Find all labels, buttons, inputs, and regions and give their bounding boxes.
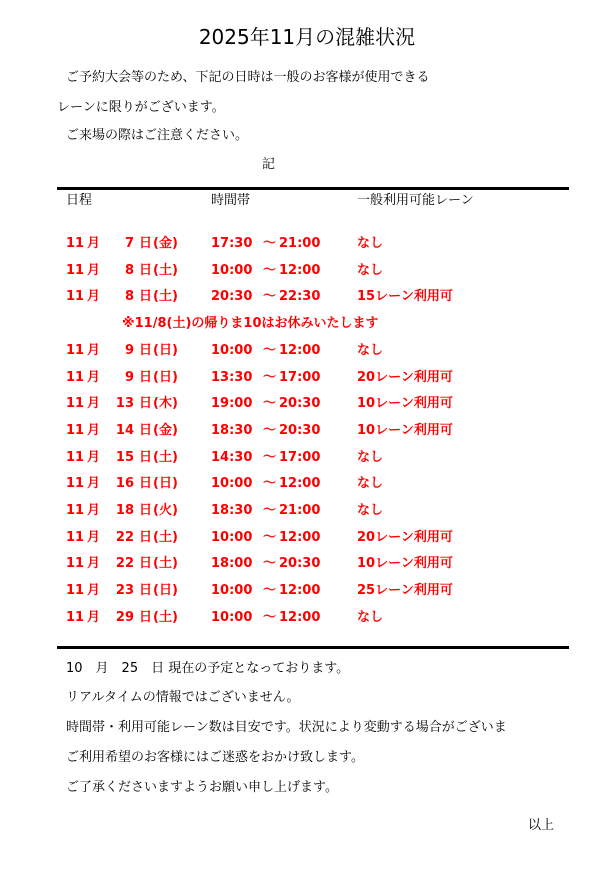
table-row [0, 608, 614, 628]
table-row [0, 261, 614, 281]
cell-weekday: (金) [153, 236, 178, 251]
cell-start: 10:00 [211, 530, 253, 545]
cell-weekday: (土) [153, 263, 178, 278]
cell-weekday: (土) [153, 289, 178, 304]
cell-day-unit: 日 [139, 530, 153, 545]
cell-lanes: なし [357, 450, 384, 465]
table-note [0, 314, 614, 334]
intro-line-2: レーンに限りがございます。 [57, 100, 225, 115]
cell-end: 12:00 [279, 476, 321, 491]
cell-month: 11 [66, 370, 85, 385]
table-row [0, 421, 614, 441]
cell-lanes: なし [357, 236, 384, 251]
cell-sep: ～ [263, 503, 277, 518]
cell-day: 22 [115, 556, 134, 571]
cell-start: 17:30 [211, 236, 253, 251]
cell-sep: ～ [263, 423, 277, 438]
cell-sep: ～ [263, 263, 277, 278]
cell-month-unit: 月 [87, 423, 101, 438]
cell-month: 11 [66, 503, 85, 518]
cell-day: 7 [124, 236, 134, 251]
header-lanes: 一般利用可能レーン [357, 193, 474, 208]
cell-day-unit: 日 [139, 503, 153, 518]
cell-end: 20:30 [279, 396, 321, 411]
cell-weekday: (土) [153, 556, 178, 571]
cell-day: 22 [115, 530, 134, 545]
cell-month-unit: 月 [87, 476, 101, 491]
cell-day: 13 [115, 396, 134, 411]
cell-month: 11 [66, 289, 85, 304]
cell-month: 11 [66, 236, 85, 251]
cell-lanes: 20レーン利用可 [357, 530, 453, 545]
cell-weekday: (日) [153, 583, 178, 598]
table-row [0, 368, 614, 388]
cell-sep: ～ [263, 556, 277, 571]
cell-weekday: (土) [153, 610, 178, 625]
cell-month-unit: 月 [87, 263, 101, 278]
table-row [0, 581, 614, 601]
cell-lanes: なし [357, 503, 384, 518]
cell-weekday: (土) [153, 450, 178, 465]
cell-weekday: (日) [153, 476, 178, 491]
cell-sep: ～ [263, 530, 277, 545]
cell-end: 12:00 [279, 343, 321, 358]
cell-start: 13:30 [211, 370, 253, 385]
cell-weekday: (火) [153, 503, 178, 518]
page-title: 2025年11月の混雑状況 [198, 25, 416, 49]
cell-month-unit: 月 [87, 503, 101, 518]
cell-end: 12:00 [279, 583, 321, 598]
intro-line-1: ご予約大会等のため、下記の日時は一般のお客様が使用できる [66, 70, 430, 85]
cell-day: 29 [115, 610, 134, 625]
cell-start: 18:30 [211, 423, 253, 438]
cell-lanes: 20レーン利用可 [357, 370, 453, 385]
footer-line-5: ご了承くださいますようお願い申し上げます。 [66, 780, 338, 795]
cell-day: 8 [124, 263, 134, 278]
cell-month-unit: 月 [87, 343, 101, 358]
cell-month-unit: 月 [87, 236, 101, 251]
cell-month: 11 [66, 423, 85, 438]
cell-day: 23 [115, 583, 134, 598]
cell-sep: ～ [263, 236, 277, 251]
cell-sep: ～ [263, 610, 277, 625]
cell-month-unit: 月 [87, 610, 101, 625]
cell-day-unit: 日 [139, 289, 153, 304]
cell-end: 12:00 [279, 263, 321, 278]
cell-start: 19:00 [211, 396, 253, 411]
cell-day: 15 [115, 450, 134, 465]
footer-line-3: 時間帯・利用可能レーン数は目安です。状況により変動する場合がございま [66, 720, 507, 735]
cell-day: 16 [115, 476, 134, 491]
cell-lanes: 15レーン利用可 [357, 289, 453, 304]
cell-month: 11 [66, 343, 85, 358]
table-row [0, 287, 614, 307]
table-row [0, 474, 614, 494]
cell-day-unit: 日 [139, 476, 153, 491]
cell-start: 18:00 [211, 556, 253, 571]
cell-month-unit: 月 [87, 556, 101, 571]
cell-day-unit: 日 [139, 396, 153, 411]
table-row [0, 341, 614, 361]
ki-label: 記 [262, 157, 276, 172]
cell-start: 10:00 [211, 263, 253, 278]
cell-day: 9 [124, 343, 134, 358]
cell-sep: ～ [263, 343, 277, 358]
table-row [0, 501, 614, 521]
cell-day-unit: 日 [139, 450, 153, 465]
cell-day-unit: 日 [139, 556, 153, 571]
cell-end: 17:00 [279, 370, 321, 385]
cell-end: 17:00 [279, 450, 321, 465]
cell-day-unit: 日 [139, 423, 153, 438]
cell-day-unit: 日 [139, 263, 153, 278]
table-row [0, 394, 614, 414]
cell-weekday: (金) [153, 423, 178, 438]
cell-start: 20:30 [211, 289, 253, 304]
cell-start: 10:00 [211, 583, 253, 598]
footer-line-4: ご利用希望のお客様にはご迷惑をおかけ致します。 [66, 750, 364, 765]
cell-weekday: (日) [153, 370, 178, 385]
cell-lanes: なし [357, 263, 384, 278]
cell-end: 12:00 [279, 530, 321, 545]
cell-start: 10:00 [211, 610, 253, 625]
cell-lanes: 10レーン利用可 [357, 396, 453, 411]
cell-month: 11 [66, 263, 85, 278]
cell-month-unit: 月 [87, 289, 101, 304]
cell-end: 12:00 [279, 610, 321, 625]
cell-sep: ～ [263, 370, 277, 385]
closing-text: 以上 [528, 818, 555, 833]
cell-start: 14:30 [211, 450, 253, 465]
note-text: ※11/8(土)の帰りま10はお休みいたします [122, 316, 379, 331]
cell-day: 14 [115, 423, 134, 438]
cell-lanes: 10レーン利用可 [357, 423, 453, 438]
cell-end: 20:30 [279, 423, 321, 438]
header-time: 時間帯 [211, 193, 251, 208]
table-bottom-rule [57, 646, 569, 649]
cell-weekday: (木) [153, 396, 178, 411]
cell-month: 11 [66, 450, 85, 465]
cell-month-unit: 月 [87, 583, 101, 598]
cell-day-unit: 日 [139, 610, 153, 625]
cell-day: 9 [124, 370, 134, 385]
cell-end: 21:00 [279, 236, 321, 251]
cell-month: 11 [66, 583, 85, 598]
cell-day-unit: 日 [139, 370, 153, 385]
footer-line-2: リアルタイムの情報ではございません。 [66, 690, 300, 705]
cell-sep: ～ [263, 583, 277, 598]
cell-start: 10:00 [211, 476, 253, 491]
cell-month: 11 [66, 610, 85, 625]
cell-month-unit: 月 [87, 450, 101, 465]
cell-sep: ～ [263, 396, 277, 411]
cell-month-unit: 月 [87, 370, 101, 385]
table-row [0, 528, 614, 548]
table-row [0, 234, 614, 254]
cell-start: 18:30 [211, 503, 253, 518]
cell-start: 10:00 [211, 343, 253, 358]
cell-month: 11 [66, 530, 85, 545]
footer-line-1: 10 月 25 日 現在の予定となっております。 [66, 661, 350, 676]
table-row [0, 448, 614, 468]
cell-sep: ～ [263, 476, 277, 491]
intro-line-3: ご来場の際はご注意ください。 [66, 128, 249, 143]
cell-month-unit: 月 [87, 530, 101, 545]
header-date: 日程 [66, 193, 93, 208]
cell-day: 8 [124, 289, 134, 304]
cell-lanes: なし [357, 476, 384, 491]
cell-lanes: なし [357, 610, 384, 625]
table-top-rule [57, 187, 569, 190]
cell-weekday: (日) [153, 343, 178, 358]
cell-lanes: 25レーン利用可 [357, 583, 453, 598]
cell-lanes: 10レーン利用可 [357, 556, 453, 571]
cell-day-unit: 日 [139, 236, 153, 251]
cell-day: 18 [115, 503, 134, 518]
table-row [0, 554, 614, 574]
cell-sep: ～ [263, 289, 277, 304]
cell-month-unit: 月 [87, 396, 101, 411]
cell-day-unit: 日 [139, 583, 153, 598]
cell-month: 11 [66, 396, 85, 411]
cell-end: 22:30 [279, 289, 321, 304]
cell-month: 11 [66, 556, 85, 571]
cell-sep: ～ [263, 450, 277, 465]
cell-end: 21:00 [279, 503, 321, 518]
cell-day-unit: 日 [139, 343, 153, 358]
cell-lanes: なし [357, 343, 384, 358]
cell-end: 20:30 [279, 556, 321, 571]
cell-weekday: (土) [153, 530, 178, 545]
cell-month: 11 [66, 476, 85, 491]
